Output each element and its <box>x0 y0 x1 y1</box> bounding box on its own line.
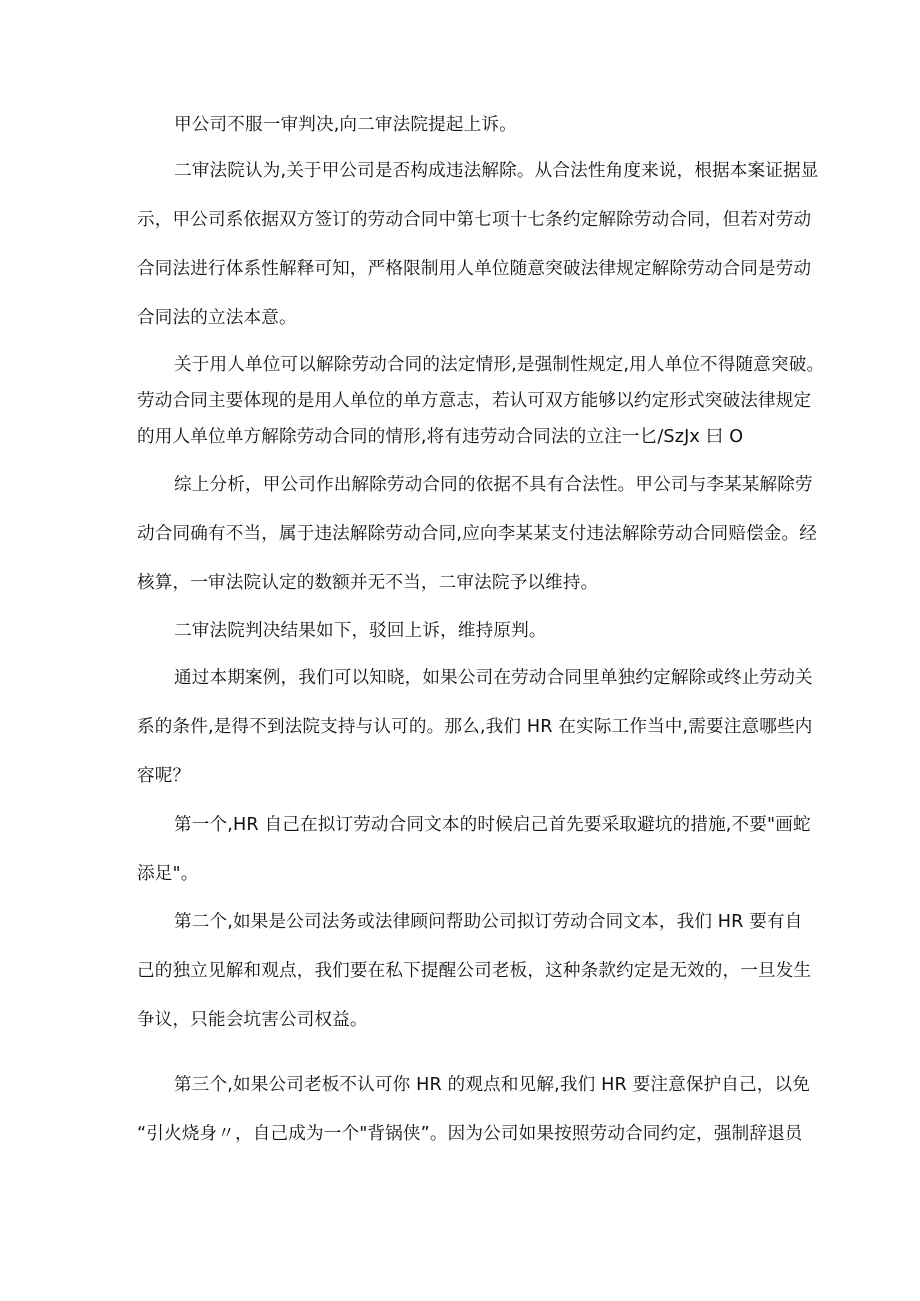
paragraph-line: 综上分析，甲公司作出解除劳动合同的依据不具有合法性。甲公司与李某某解除劳 <box>174 475 813 495</box>
paragraph-line: 通过本期案例，我们可以知晓，如果公司在劳动合同里单独约定解除或终止劳动关 <box>174 668 813 688</box>
paragraph-line: 二审法院判决结果如下，驳回上诉，维持原判。 <box>174 621 547 641</box>
paragraph-line: 示，甲公司系依据双方签订的劳动合同中第七项十七条约定解除劳动合同，但若对劳动 <box>137 210 812 230</box>
paragraph-line: 劳动合同主要体现的是用人单位的单方意志，若认可双方能够以约定形式突破法律规定 <box>137 391 812 411</box>
paragraph-line: 的用人单位单方解除劳动合同的情形,将有违劳动合同法的立注一匕/SzJx 曰 O <box>137 427 744 447</box>
paragraph-line: 核算，一审法院认定的数额并无不当，二审法院予以维持。 <box>137 573 599 593</box>
paragraph-line: 争议，只能会坑害公司权益。 <box>137 1010 368 1030</box>
paragraph-line: 二审法院认为,关于甲公司是否构成违法解除。从合法性角度来说，根据本案证据显 <box>174 161 819 181</box>
paragraph-line: 关于用人单位可以解除劳动合同的法定情形,是强制性规定,用人单位不得随意突破。 <box>174 355 825 375</box>
paragraph-line: 第三个,如果公司老板不认可你 HR 的观点和见解,我们 HR 要注意保护自己，以免 <box>174 1075 811 1095</box>
paragraph-line: 己的独立见解和观点，我们要在私下提醒公司老板，这种条款约定是无效的，一旦发生 <box>137 961 812 981</box>
paragraph-line: 容呢？ <box>137 766 191 786</box>
paragraph-line: 甲公司不服一审判决,向二审法院提起上诉。 <box>174 115 517 135</box>
paragraph-line: 系的条件,是得不到法院支持与认可的。那么,我们 HR 在实际工作当中,需要注意哪些内 <box>137 717 813 737</box>
paragraph-line: “引火烧身〃，自己成为一个"背锅侠”。因为公司如果按照劳动合同约定，强制辞退员 <box>137 1124 803 1144</box>
paragraph-line: 添足"。 <box>137 864 199 884</box>
paragraph-line: 动合同确有不当，属于违法解除劳动合同,应向李某某支付违法解除劳动合同赔偿金。经 <box>137 524 818 544</box>
paragraph-line: 第二个,如果是公司法务或法律顾问帮助公司拟订劳动合同文本，我们 HR 要有自 <box>174 912 803 932</box>
paragraph-line: 合同法进行体系性解释可知，严格限制用人单位随意突破法律规定解除劳动合同是劳动 <box>137 259 812 279</box>
paragraph-line: 合同法的立法本意。 <box>137 308 297 328</box>
paragraph-line: 第一个,HR 自己在拟订劳动合同文本的时候启己首先要采取避坑的措施,不要"画蛇 <box>174 815 811 835</box>
